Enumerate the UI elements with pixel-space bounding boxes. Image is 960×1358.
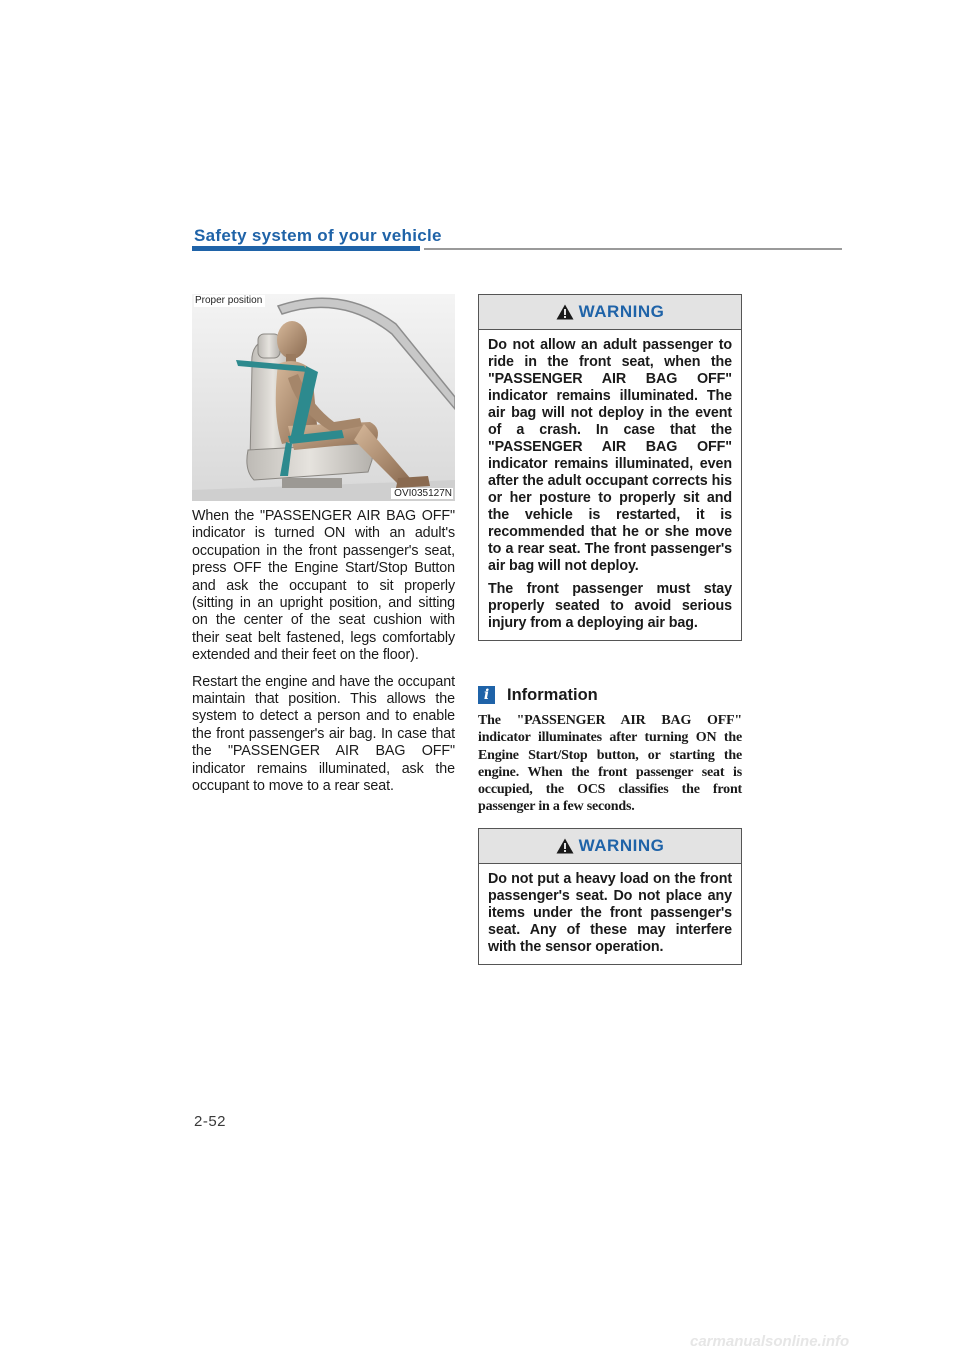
warning-header (479, 829, 741, 864)
warning-triangle-icon (556, 838, 574, 854)
proper-position-illustration (192, 294, 455, 501)
warning-header (479, 295, 741, 330)
header-rule-accent (192, 246, 420, 251)
warning-box-heavy-load (478, 828, 742, 965)
warning-paragraph: Do not allow an adult passenger to ride in the front seat, when the "PASSENGER AIR BAG OFF" indicator remains illuminated. The air bag will not deploy in the event of a crash. In case that the "PASSENGER AIR BAG OFF" indicator remains illuminated, even after the adult occupant corrects his or her posture to properly sit and the vehicle is restarted, it is recommended that he or she move to a rear seat. The front passenger's air bag will not deploy. (488, 337, 732, 574)
figure-code: OVI035127N (391, 488, 453, 499)
warning-triangle-icon (556, 304, 574, 320)
warning-paragraph: Do not put a heavy load on the front passenger's seat. Do not place any items under the front passenger's seat. Any of these may interfere with the sensor operation. (488, 871, 732, 955)
body-text (192, 508, 455, 805)
warning-title: WARNING (578, 836, 665, 855)
page-number: 2-52 (194, 1113, 227, 1130)
warning-body (479, 330, 741, 640)
header-rule (424, 248, 842, 250)
section-title: Safety system of your vehicle (194, 226, 442, 245)
information-title: Information (507, 685, 598, 704)
watermark-url: carmanualsonline.info (690, 1333, 850, 1350)
body-paragraph: Restart the engine and have the occupant maintain that position. This allows the system to detect a person and to enable the front passenger's air bag. In case that the "PASSENGER AIR BAG OFF" indicator remains illuminated, ask the occupant to move to a rear seat. (192, 673, 455, 795)
seated-occupant-drawing (192, 294, 455, 501)
warning-body (479, 864, 741, 964)
section-header (192, 224, 842, 254)
information-heading (478, 685, 598, 705)
warning-title: WARNING (578, 302, 665, 321)
information-text: The "PASSENGER AIR BAG OFF" indicator illuminates after turning ON the Engine Start/Stop button, or starting the engine. When the front passenger seat is occupied, the OCS classifies the front passenger in a few seconds. (478, 713, 742, 815)
figure-caption: Proper position (194, 295, 265, 307)
warning-paragraph: The front passenger must stay properly seated to avoid serious injury from a deploying air bag. (488, 581, 732, 631)
warning-box-adult-passenger (478, 294, 742, 641)
info-icon: i (478, 686, 495, 704)
body-paragraph: When the "PASSENGER AIR BAG OFF" indicator is turned ON with an adult's occupation in the front passenger's seat, press OFF the Engine Start/Stop Button and ask the occupant to sit properly (sitting in an upright position, and sitting on the center of the seat cushion with their seat belt fastened, legs comfortably extended and their feet on the floor). (192, 508, 455, 664)
